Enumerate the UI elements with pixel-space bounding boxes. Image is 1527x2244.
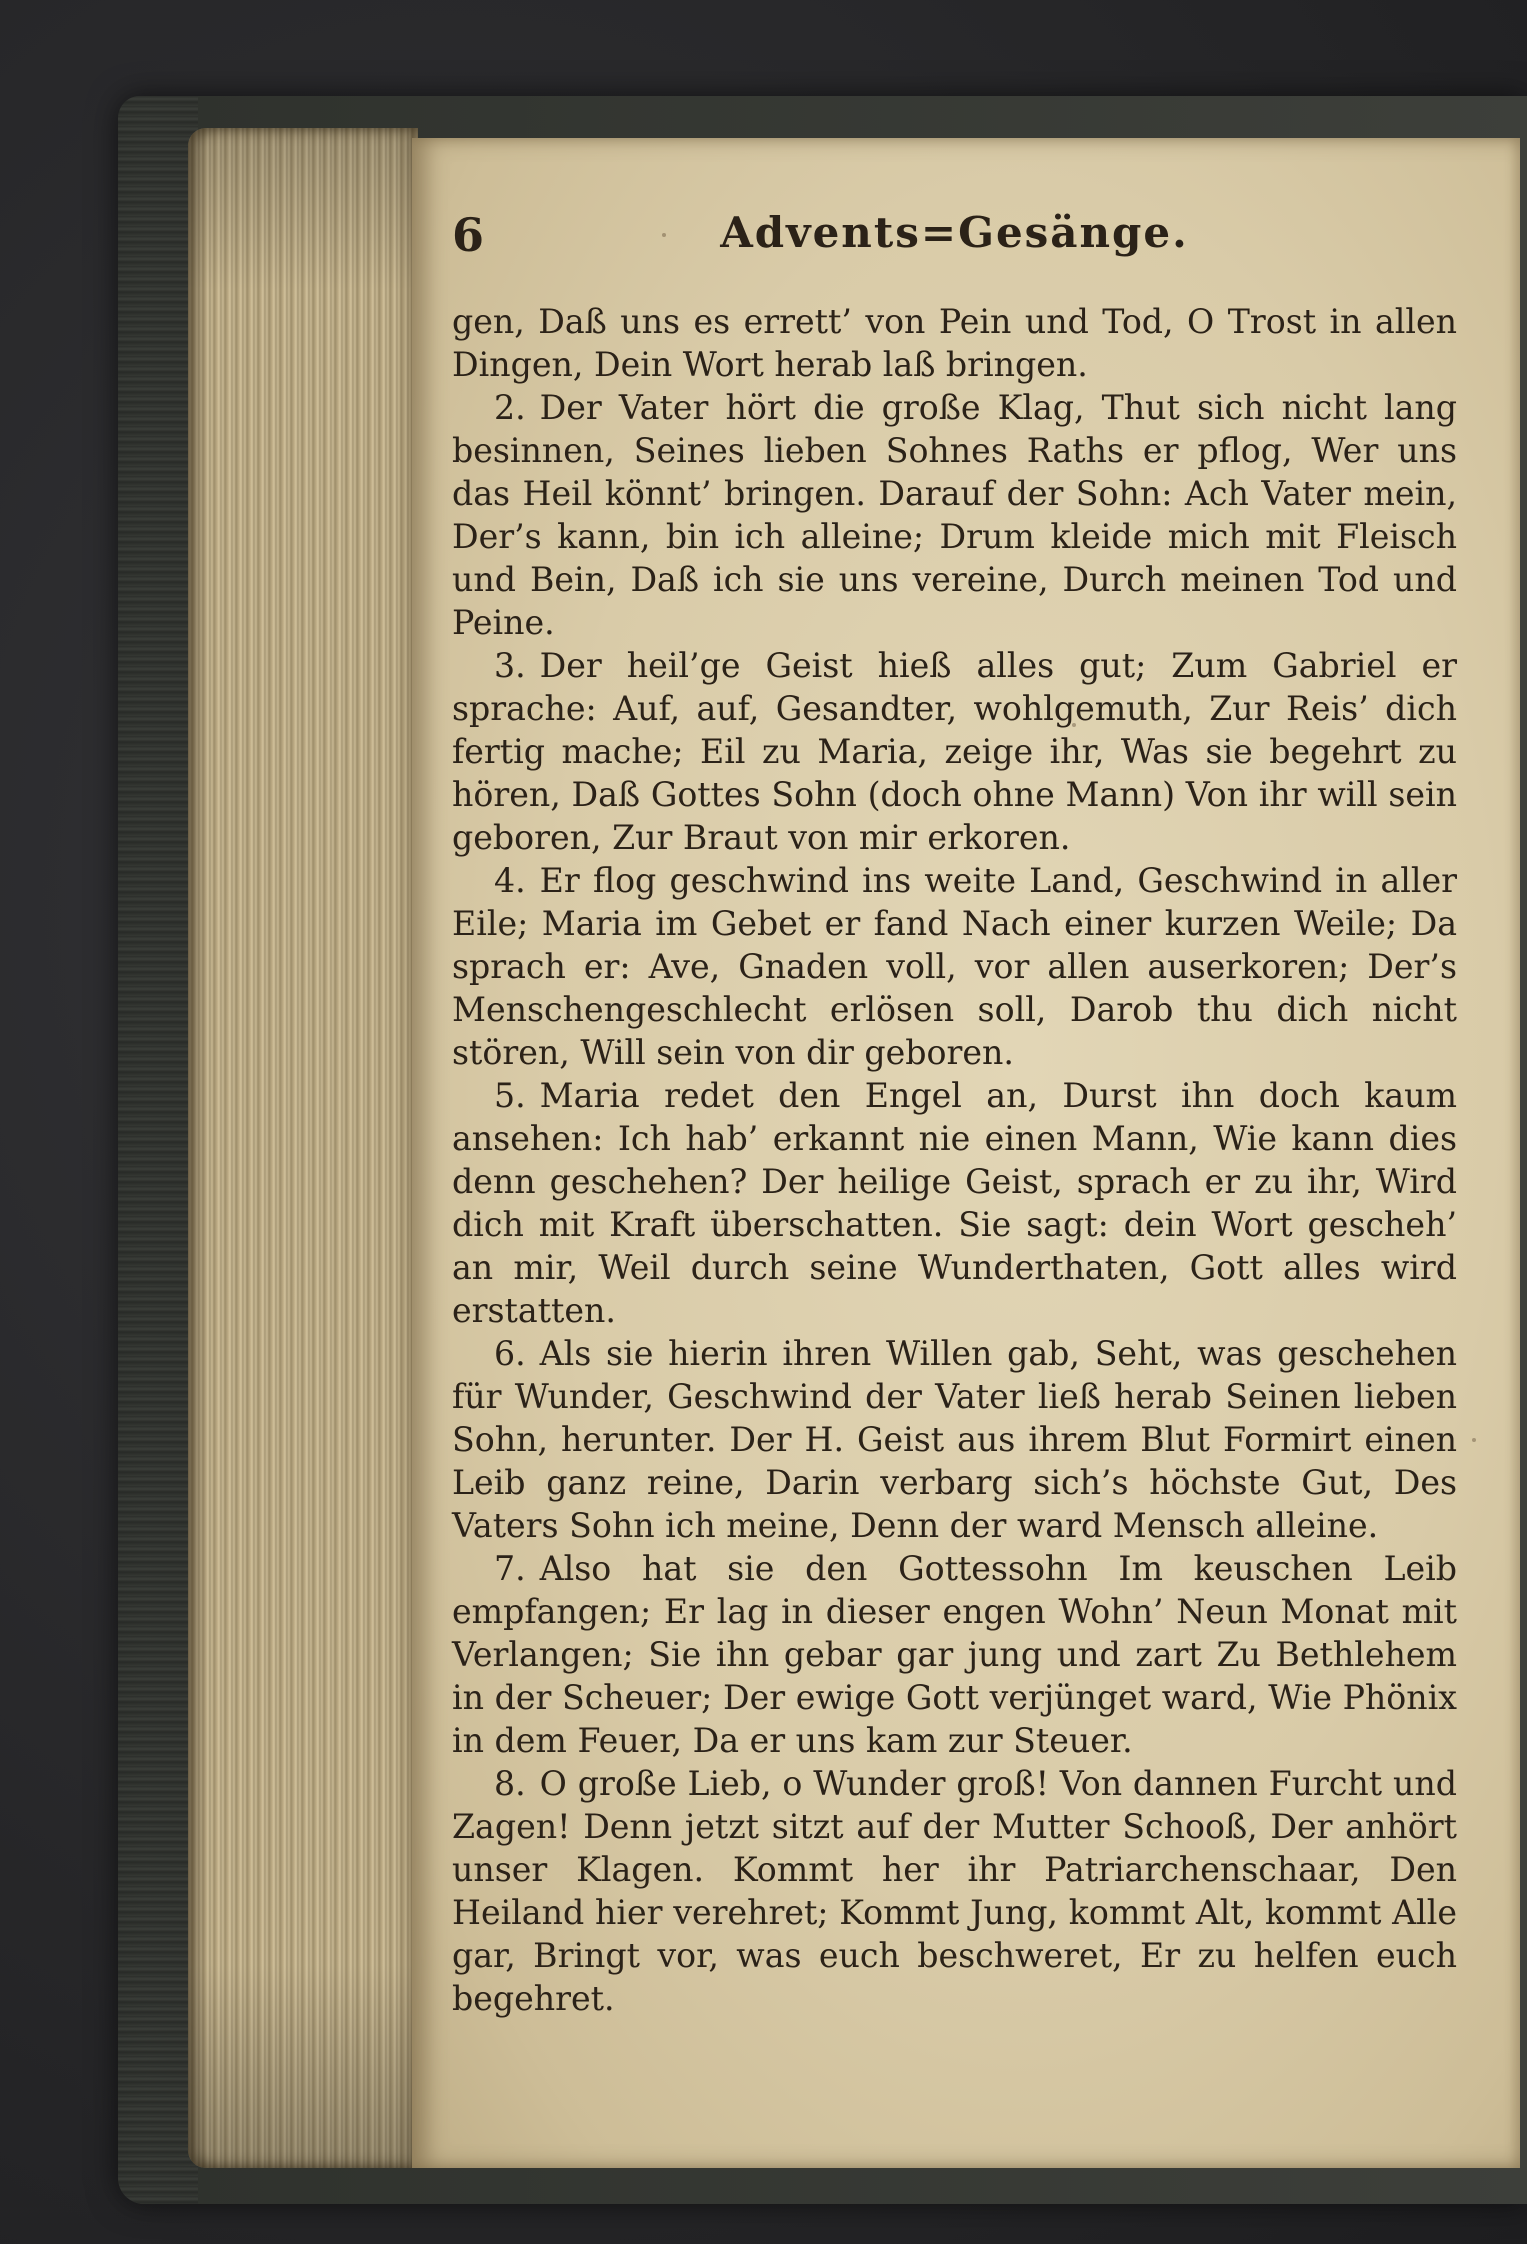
book-spine <box>118 96 198 2204</box>
printed-page <box>412 138 1520 2168</box>
stanza-text: Der heil’ge Geist hieß alles gut; Zum Gabriel er sprache: Auf, auf, Gesandter, wohlgemuth, Zur Reis’ dich fertig mache; Eil zu Maria, zeige ihr, Was sie begehrt zu hören, Daß Gottes Sohn (doch ohne Mann) Von ihr will sein geboren, Zur Braut von mir erkoren. <box>452 646 1457 857</box>
hymn-text <box>452 300 1457 2020</box>
stanza-number: 2. <box>494 388 526 427</box>
stanza-2 <box>452 386 1457 644</box>
stanza-number: 8. <box>494 1764 526 1803</box>
stanza-8 <box>452 1762 1457 2020</box>
stanza-7 <box>452 1547 1457 1762</box>
stanza-number: 5. <box>494 1076 526 1115</box>
stanza-text: gen, Daß uns es errett’ von Pein und Tod, O Trost in allen Dingen, Dein Wort herab laß bringen. <box>452 302 1457 384</box>
running-head <box>452 208 1457 278</box>
stanza-text: O große Lieb, o Wunder groß! Von dannen Furcht und Zagen! Denn jetzt sitzt auf der Mutter Schooß, Der anhört unser Klagen. Kommt her ihr Patriarchenschaar, Den Heiland hier verehret; Kommt Jung, kommt Alt, kommt Alle gar, Bringt vor, was euch beschweret, Er zu helfen euch begehret. <box>452 1764 1457 2018</box>
running-header-title: Advents=Gesänge. <box>720 208 1189 257</box>
stanza-5 <box>452 1074 1457 1332</box>
stanza-3 <box>452 644 1457 859</box>
stanza-6 <box>452 1332 1457 1547</box>
stanza-text: Als sie hierin ihren Willen gab, Seht, was geschehen für Wunder, Geschwind der Vater ließ herab Seinen lieben Sohn, herunter. Der H. Geist aus ihrem Blut Formirt einen Leib ganz reine, Darin verbarg sich’s höchste Gut, Des Vaters Sohn ich meine, Denn der ward Mensch alleine. <box>452 1334 1457 1545</box>
stanza-4 <box>452 859 1457 1074</box>
stanza-text: Also hat sie den Gottessohn Im keuschen Leib empfangen; Er lag in dieser engen Wohn’ Neun Monat mit Verlangen; Sie ihn gebar gar jung und zart Zu Bethlehem in der Scheuer; Der ewige Gott verjünget ward, Wie Phönix in dem Feuer, Da er uns kam zur Steuer. <box>452 1549 1457 1760</box>
stanza-number: 7. <box>494 1549 526 1588</box>
paper-speck <box>1472 1438 1476 1442</box>
stanza-number: 6. <box>494 1334 526 1373</box>
stanza-number: 3. <box>494 646 526 685</box>
stanza-text: Maria redet den Engel an, Durst ihn doch kaum ansehen: Ich hab’ erkannt nie einen Mann, Wie kann dies denn geschehen? Der heilige Geist, sprach er zu ihr, Wird dich mit Kraft überschatten. Sie sagt: dein Wort gescheh’ an mir, Weil durch seine Wunderthaten, Gott alles wird erstatten. <box>452 1076 1457 1330</box>
page-number: 6 <box>452 208 486 262</box>
page-content <box>452 208 1457 2020</box>
stanza-text: Er flog geschwind ins weite Land, Geschwind in aller Eile; Maria im Gebet er fand Nach einer kurzen Weile; Da sprach er: Ave, Gnaden voll, vor allen auserkoren; Der’s Menschengeschlecht erlösen soll, Darob thu dich nicht stören, Will sein von dir geboren. <box>452 861 1457 1072</box>
page-block-edges <box>188 128 418 2168</box>
stanza-text: Der Vater hört die große Klag, Thut sich nicht lang besinnen, Seines lieben Sohnes Raths er pflog, Wer uns das Heil könnt’ bringen. Darauf der Sohn: Ach Vater mein, Der’s kann, bin ich alleine; Drum kleide mich mit Fleisch und Bein, Daß ich sie uns vereine, Durch meinen Tod und Peine. <box>452 388 1457 642</box>
stanza-number: 4. <box>494 861 526 900</box>
stanza-continuation <box>452 300 1457 386</box>
